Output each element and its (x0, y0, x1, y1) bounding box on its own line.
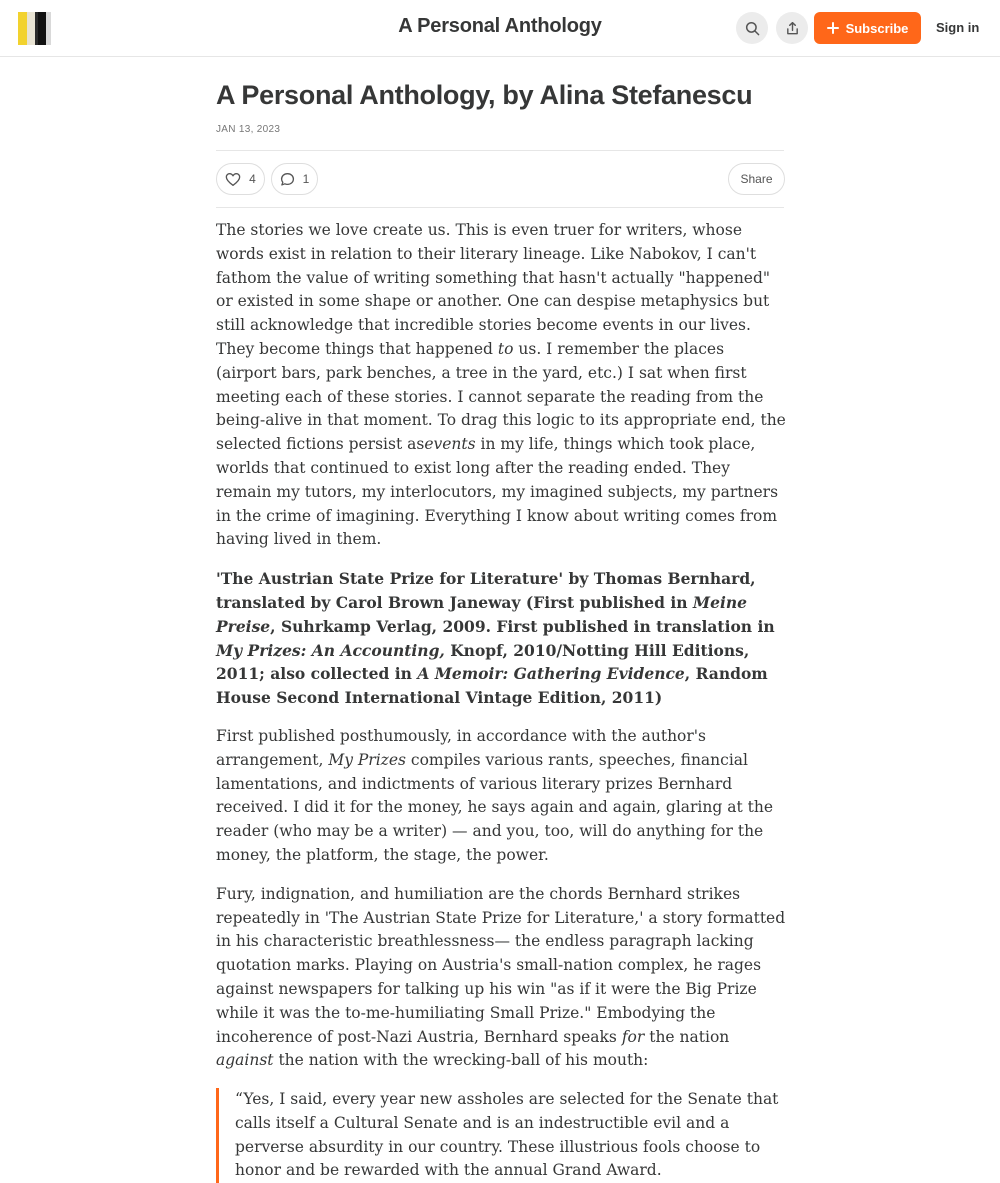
divider (216, 207, 784, 208)
comment-icon (280, 172, 295, 187)
paragraph: The stories we love create us. This is even truer for writers, whose words exist in relation to their literary lineage. Like Nabokov, I can't fathom the value of writing something that hasn't actually "happened" or existed in some shape or another. One can despise metaphysics but still acknowledge that incredible stories become events in our lives. They become things that happened to us. I remember the places (airport bars, park benches, a tree in the yard, etc.) I sat when first meeting each of these stories. I cannot separate the reading from the being-alive in that moment. To drag this logic to its appropriate end, the selected fictions persist asevents in my life, things which took place, worlds that continued to exist long after the reading ended. They remain my tutors, my interlocutors, my imagined subjects, my partners in the crime of imagining. Everything I know about writing comes from having lived in them. (216, 221, 786, 549)
paragraph: Fury, indignation, and humiliation are the chords Bernhard strikes repeatedly in 'The Austrian State Prize for Literature,' a story formatted in his characteristic breathlessness— the endless paragraph lacking quotation marks. Playing on Austria's small-nation complex, he rages against newspapers for talking up his win "as if it were the Big Prize while it was the to-me-humiliating Small Prize." Embodying the incoherence of post-Nazi Austria, Bernhard speaks for the nation against the nation with the wrecking-ball of his mouth: (216, 884, 786, 1070)
top-navigation-bar (0, 0, 1000, 57)
post-body (216, 219, 788, 1183)
subscribe-label: Subscribe (845, 20, 909, 36)
divider (216, 150, 784, 151)
plus-icon (827, 22, 839, 34)
comment-button[interactable] (271, 163, 318, 195)
share-button[interactable]: Share (728, 163, 785, 195)
heart-icon (225, 172, 241, 187)
paragraph: First published posthumously, in accordance with the author's arrangement, My Prizes compiles various rants, speeches, financial lamentations, and indictments of various literary prizes Bernhard received. I did it for the money, he says again and again, glaring at the reader (who may be a writer) — and you, too, will do anything for the money, the platform, the stage, the power. (216, 726, 774, 864)
post-date: JAN 13, 2023 (216, 124, 281, 135)
like-button[interactable] (216, 163, 265, 195)
story-citation: 'The Austrian State Prize for Literature' by Thomas Bernhard, translated by Carol Brown Janeway (First published in Meine Preise, Suhrkamp Verlag, 2009. First published in translation in My Prizes: An Accounting, Knopf, 2010/Notting Hill Editions, 2011; also collected in A Memoir: Gathering Evidence, Random House Second International Vintage Edition, 2011) (216, 569, 775, 708)
search-button[interactable] (736, 12, 768, 44)
post-title: A Personal Anthology, by Alina Stefanescu (216, 80, 753, 110)
blockquote (216, 1088, 788, 1183)
quote-text: “Yes, I said, every year new assholes are selected for the Senate that calls itself a Cultural Senate and is an indestructible evil and a perverse absurdity in our country. These illustrious fools choose to honor and be rewarded with the annual Grand Award. (235, 1090, 779, 1180)
share-post-button[interactable] (776, 12, 808, 44)
comment-count: 1 (302, 172, 310, 186)
search-icon (745, 21, 760, 36)
like-count: 4 (249, 172, 256, 186)
subscribe-button[interactable] (814, 12, 921, 44)
share-icon (785, 21, 800, 36)
site-title[interactable]: A Personal Anthology (398, 15, 602, 37)
sign-in-link[interactable]: Sign in (936, 20, 980, 35)
